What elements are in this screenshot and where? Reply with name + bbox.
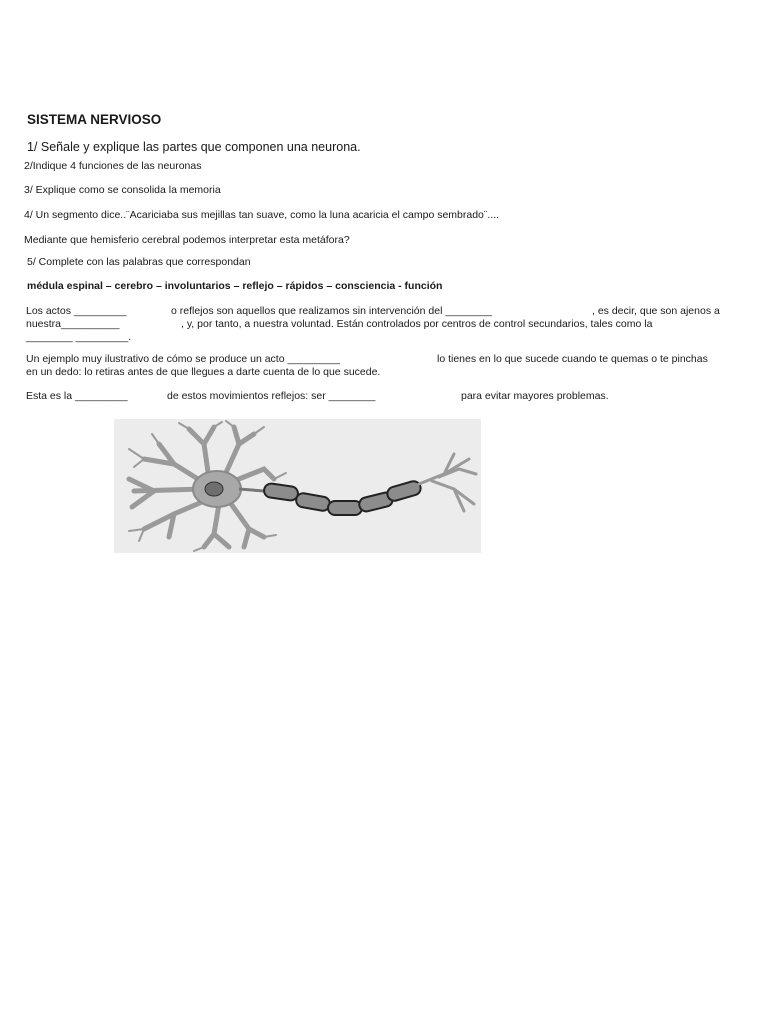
p1-line2-a: nuestra__________ <box>26 318 120 330</box>
question-2: 2/Indique 4 funciones de las neuronas <box>24 160 202 172</box>
question-3: 3/ Explique como se consolida la memoria <box>24 184 221 196</box>
myelin-segment <box>328 501 362 515</box>
axon-hillock <box>239 489 264 491</box>
question-1: 1/ Señale y explique las partes que componen una neurona. <box>27 140 361 154</box>
neuron-figure <box>114 419 481 553</box>
p1-line3: ________ _________. <box>26 331 132 343</box>
p2-line1-a: Un ejemplo muy ilustrativo de cómo se produce un acto _________ <box>26 353 341 365</box>
question-4: 4/ Un segmento dice..¨Acariciaba sus mejillas tan suave, como la luna acaricia el campo sembrado¨.... <box>24 209 500 221</box>
p1-line1-b: o reflejos son aquellos que realizamos sin intervención del ________ <box>171 305 493 317</box>
question-4-follow-up: Mediante que hemisferio cerebral podemos interpretar esta metáfora? <box>24 234 350 246</box>
nucleus <box>205 482 223 496</box>
page-title: SISTEMA NERVIOSO <box>27 112 162 127</box>
p3-a: Esta es la _________ <box>26 390 128 402</box>
axon-terminals <box>419 454 476 511</box>
p1-line2-b: , y, por tanto, a nuestra voluntad. Están controlados por centros de control secundarios, tales como la <box>181 318 653 330</box>
myelin-segment <box>386 480 423 503</box>
p1-line1-c: , es decir, que son ajenos a <box>592 305 720 317</box>
p2-line1-b: lo tienes en lo que sucede cuando te quemas o te pinchas <box>437 353 708 365</box>
word-bank: médula espinal – cerebro – involuntarios – reflejo – rápidos – consciencia - función <box>27 280 443 292</box>
p1-line1-a: Los actos _________ <box>26 305 127 317</box>
myelin-segment <box>295 492 331 512</box>
question-5: 5/ Complete con las palabras que correspondan <box>27 256 251 268</box>
p2-line2: en un dedo: lo retiras antes de que llegues a darte cuenta de lo que sucede. <box>26 366 381 378</box>
p3-b: de estos movimientos reflejos: ser ________ <box>167 390 376 402</box>
myelin-segment <box>263 483 299 502</box>
neuron-illustration <box>114 419 481 553</box>
p3-c: para evitar mayores problemas. <box>461 390 609 402</box>
myelin-sheath <box>263 480 422 515</box>
